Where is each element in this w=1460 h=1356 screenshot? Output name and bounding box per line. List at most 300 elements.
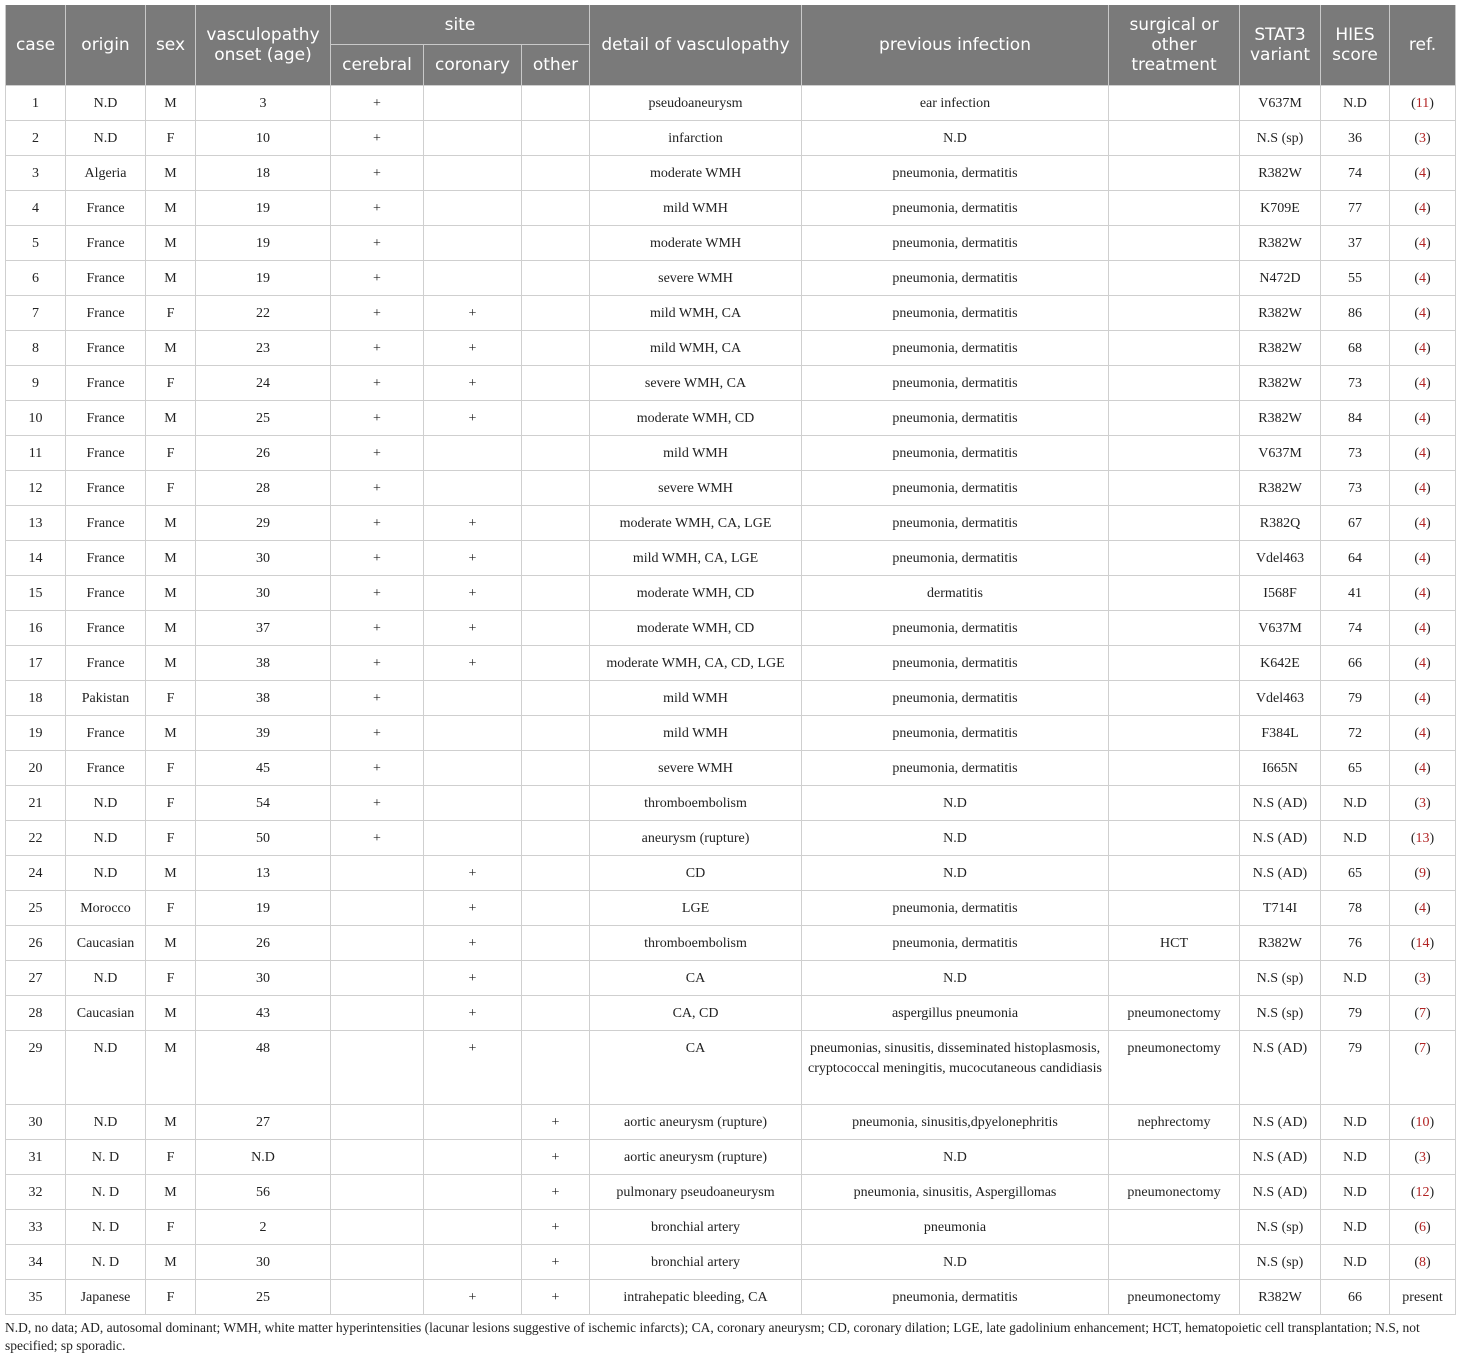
cell-coronary bbox=[424, 681, 522, 716]
cell-origin: France bbox=[66, 401, 146, 436]
cell-origin: France bbox=[66, 751, 146, 786]
cell-onset: 39 bbox=[196, 716, 331, 751]
cell-variant: N.S (AD) bbox=[1240, 1140, 1321, 1175]
cell-ref: present bbox=[1390, 1280, 1456, 1315]
cell-sex: M bbox=[146, 331, 196, 366]
col-header-onset: vasculopathy onset (age) bbox=[196, 5, 331, 86]
cell-cerebral bbox=[331, 1175, 424, 1210]
cell-cerebral: + bbox=[331, 366, 424, 401]
cell-infection: pneumonia, sinusitis, Aspergillomas bbox=[802, 1175, 1109, 1210]
cell-onset: 10 bbox=[196, 121, 331, 156]
table-row bbox=[6, 1175, 1456, 1210]
cell-onset: 30 bbox=[196, 576, 331, 611]
table-row bbox=[6, 121, 1456, 156]
cell-variant: R382W bbox=[1240, 156, 1321, 191]
cell-infection: pneumonia, dermatitis bbox=[802, 401, 1109, 436]
table-row bbox=[6, 1031, 1456, 1105]
cell-infection: pneumonia, dermatitis bbox=[802, 226, 1109, 261]
ref-paren-open: ( bbox=[1411, 96, 1416, 111]
cell-cerebral bbox=[331, 1031, 424, 1105]
ref-paren-open: ( bbox=[1414, 691, 1420, 706]
col-header-other: other bbox=[522, 45, 590, 86]
cell-variant: N.S (AD) bbox=[1240, 821, 1321, 856]
cell-treatment bbox=[1109, 1140, 1240, 1175]
cell-coronary bbox=[424, 821, 522, 856]
cell-treatment bbox=[1109, 506, 1240, 541]
cell-cerebral: + bbox=[331, 786, 424, 821]
cell-coronary bbox=[424, 1210, 522, 1245]
cell-case: 30 bbox=[6, 1105, 66, 1140]
cell-case: 14 bbox=[6, 541, 66, 576]
ref-paren-open: ( bbox=[1414, 166, 1420, 181]
ref-paren-open: ( bbox=[1414, 341, 1420, 356]
reference-link[interactable]: 3 bbox=[1419, 796, 1427, 811]
cell-sex: M bbox=[146, 506, 196, 541]
reference-link[interactable]: 4 bbox=[1419, 901, 1427, 916]
cell-infection: N.D bbox=[802, 786, 1109, 821]
cell-origin: N. D bbox=[66, 1140, 146, 1175]
cell-sex: M bbox=[146, 856, 196, 891]
cell-sex: F bbox=[146, 1210, 196, 1245]
cell-origin: France bbox=[66, 576, 146, 611]
cell-coronary bbox=[424, 1175, 522, 1210]
table-row bbox=[6, 1105, 1456, 1140]
cell-infection: pneumonia bbox=[802, 1210, 1109, 1245]
cell-origin: France bbox=[66, 646, 146, 681]
cell-origin: N. D bbox=[66, 1210, 146, 1245]
reference-link[interactable]: 4 bbox=[1419, 761, 1427, 776]
cell-sex: M bbox=[146, 716, 196, 751]
cell-treatment: nephrectomy bbox=[1109, 1105, 1240, 1140]
cell-case: 7 bbox=[6, 296, 66, 331]
ref-paren-close: ) bbox=[1426, 796, 1431, 811]
cell-infection: pneumonias, sinusitis, disseminated histoplasmosis, cryptococcal meningitis, mucocutaneous candidiasis bbox=[802, 1031, 1109, 1105]
col-header-ref: ref. bbox=[1390, 5, 1456, 86]
cell-onset: 48 bbox=[196, 1031, 331, 1105]
cell-case: 25 bbox=[6, 891, 66, 926]
reference-link[interactable]: 4 bbox=[1419, 586, 1427, 601]
ref-paren-open: ( bbox=[1414, 586, 1420, 601]
cell-case: 22 bbox=[6, 821, 66, 856]
cell-infection: pneumonia, dermatitis bbox=[802, 261, 1109, 296]
ref-paren-close: ) bbox=[1429, 1185, 1435, 1200]
cell-detail: mild WMH, CA bbox=[590, 331, 802, 366]
cell-sex: M bbox=[146, 541, 196, 576]
table-row bbox=[6, 646, 1456, 681]
reference-link[interactable]: 3 bbox=[1419, 131, 1427, 146]
cell-ref bbox=[1390, 366, 1456, 401]
cell-coronary bbox=[424, 261, 522, 296]
ref-paren-close: ) bbox=[1426, 621, 1431, 636]
cell-coronary: + bbox=[424, 646, 522, 681]
reference-link[interactable]: 4 bbox=[1419, 691, 1427, 706]
reference-link[interactable]: 13 bbox=[1415, 831, 1430, 846]
cell-sex: M bbox=[146, 576, 196, 611]
cell-coronary: + bbox=[424, 366, 522, 401]
reference-link[interactable]: 3 bbox=[1419, 1150, 1427, 1165]
cell-treatment bbox=[1109, 401, 1240, 436]
reference-link[interactable]: 4 bbox=[1419, 656, 1427, 671]
cell-case: 17 bbox=[6, 646, 66, 681]
ref-paren-close: ) bbox=[1426, 201, 1431, 216]
ref-paren-open: ( bbox=[1414, 551, 1420, 566]
cell-infection: pneumonia, dermatitis bbox=[802, 191, 1109, 226]
cell-variant: N.S (sp) bbox=[1240, 1210, 1321, 1245]
reference-link[interactable]: 4 bbox=[1419, 411, 1427, 426]
cell-infection: pneumonia, dermatitis bbox=[802, 646, 1109, 681]
cell-hies: N.D bbox=[1321, 86, 1390, 121]
cell-variant: N.S (AD) bbox=[1240, 1175, 1321, 1210]
cell-onset: 29 bbox=[196, 506, 331, 541]
cell-cerebral bbox=[331, 891, 424, 926]
cell-coronary bbox=[424, 716, 522, 751]
cell-detail: moderate WMH, CA, LGE bbox=[590, 506, 802, 541]
cell-hies: 72 bbox=[1321, 716, 1390, 751]
table-row bbox=[6, 576, 1456, 611]
cell-sex: F bbox=[146, 786, 196, 821]
cell-cerebral: + bbox=[331, 226, 424, 261]
cell-case: 32 bbox=[6, 1175, 66, 1210]
cell-infection: pneumonia, dermatitis bbox=[802, 331, 1109, 366]
cell-coronary bbox=[424, 751, 522, 786]
cell-onset: 19 bbox=[196, 226, 331, 261]
cell-sex: F bbox=[146, 891, 196, 926]
cell-treatment bbox=[1109, 681, 1240, 716]
cell-origin: France bbox=[66, 261, 146, 296]
cell-treatment bbox=[1109, 891, 1240, 926]
col-header-infection: previous infection bbox=[802, 5, 1109, 86]
cell-hies: 86 bbox=[1321, 296, 1390, 331]
table-row bbox=[6, 1280, 1456, 1315]
cell-sex: M bbox=[146, 1031, 196, 1105]
cell-detail: aneurysm (rupture) bbox=[590, 821, 802, 856]
reference-link[interactable]: 4 bbox=[1419, 271, 1427, 286]
cell-case: 8 bbox=[6, 331, 66, 366]
cell-infection: pneumonia, dermatitis bbox=[802, 471, 1109, 506]
cell-case: 20 bbox=[6, 751, 66, 786]
cell-case: 24 bbox=[6, 856, 66, 891]
cell-cerebral bbox=[331, 1105, 424, 1140]
cell-hies: 77 bbox=[1321, 191, 1390, 226]
ref-paren-close: ) bbox=[1426, 726, 1431, 741]
reference-link[interactable]: 3 bbox=[1419, 971, 1427, 986]
cell-detail: pseudoaneurysm bbox=[590, 86, 802, 121]
ref-paren-close: ) bbox=[1426, 306, 1431, 321]
cell-infection: pneumonia, dermatitis bbox=[802, 891, 1109, 926]
cell-variant: V637M bbox=[1240, 611, 1321, 646]
reference-link[interactable]: 10 bbox=[1415, 1115, 1430, 1130]
cell-case: 19 bbox=[6, 716, 66, 751]
cell-variant: R382W bbox=[1240, 366, 1321, 401]
cell-coronary: + bbox=[424, 1031, 522, 1105]
table-row bbox=[6, 331, 1456, 366]
cell-detail: intrahepatic bleeding, CA bbox=[590, 1280, 802, 1315]
cell-variant: N.S (AD) bbox=[1240, 786, 1321, 821]
cell-origin: N.D bbox=[66, 1105, 146, 1140]
reference-link[interactable]: 6 bbox=[1419, 1220, 1427, 1235]
cell-cerebral: + bbox=[331, 331, 424, 366]
reference-link[interactable]: 14 bbox=[1415, 936, 1430, 951]
reference-link[interactable]: 4 bbox=[1419, 446, 1427, 461]
ref-paren-open: ( bbox=[1414, 1220, 1420, 1235]
ref-paren-close: ) bbox=[1426, 1006, 1431, 1021]
cell-infection: pneumonia, dermatitis bbox=[802, 751, 1109, 786]
cell-origin: Pakistan bbox=[66, 681, 146, 716]
cell-ref bbox=[1390, 1245, 1456, 1280]
cell-origin: France bbox=[66, 716, 146, 751]
table-footnote: N.D, no data; AD, autosomal dominant; WMH, white matter hyperintensities (lacunar lesions suggestive of ischemic infarcts); CA, coronary aneurysm; CD, coronary dilation; LGE, late gadolinium enhancement; HCT, hematopoietic cell transplantation; N.S, not specified; sp sporadic. bbox=[5, 1320, 1420, 1353]
cell-coronary: + bbox=[424, 856, 522, 891]
cell-treatment bbox=[1109, 1245, 1240, 1280]
table-row bbox=[6, 1210, 1456, 1245]
table-row bbox=[6, 961, 1456, 996]
cell-treatment bbox=[1109, 1210, 1240, 1245]
cell-ref bbox=[1390, 576, 1456, 611]
cell-other bbox=[522, 366, 590, 401]
cell-detail: moderate WMH, CD bbox=[590, 576, 802, 611]
cell-treatment bbox=[1109, 611, 1240, 646]
cell-other: + bbox=[522, 1210, 590, 1245]
cell-sex: M bbox=[146, 226, 196, 261]
cell-onset: 19 bbox=[196, 191, 331, 226]
cell-detail: thromboembolism bbox=[590, 786, 802, 821]
cell-other bbox=[522, 541, 590, 576]
cell-ref bbox=[1390, 926, 1456, 961]
cell-other bbox=[522, 856, 590, 891]
col-header-treatment: surgical or other treatment bbox=[1109, 5, 1240, 86]
ref-paren-close: ) bbox=[1426, 971, 1431, 986]
cell-hies: N.D bbox=[1321, 1105, 1390, 1140]
table-row bbox=[6, 226, 1456, 261]
cell-origin: N.D bbox=[66, 86, 146, 121]
cell-infection: pneumonia, dermatitis bbox=[802, 296, 1109, 331]
cell-treatment bbox=[1109, 296, 1240, 331]
cell-origin: France bbox=[66, 331, 146, 366]
cell-sex: M bbox=[146, 261, 196, 296]
reference-link[interactable]: 7 bbox=[1419, 1006, 1427, 1021]
cell-case: 26 bbox=[6, 926, 66, 961]
cell-hies: 74 bbox=[1321, 611, 1390, 646]
cell-onset: 19 bbox=[196, 891, 331, 926]
cell-origin: N.D bbox=[66, 786, 146, 821]
ref-paren-open: ( bbox=[1414, 201, 1420, 216]
cell-cerebral: + bbox=[331, 821, 424, 856]
cell-coronary bbox=[424, 1105, 522, 1140]
cell-hies: N.D bbox=[1321, 786, 1390, 821]
cell-detail: bronchial artery bbox=[590, 1210, 802, 1245]
ref-paren-open: ( bbox=[1414, 866, 1420, 881]
cell-other bbox=[522, 716, 590, 751]
cell-hies: 64 bbox=[1321, 541, 1390, 576]
reference-link[interactable]: 4 bbox=[1419, 236, 1427, 251]
cell-cerebral: + bbox=[331, 541, 424, 576]
cell-cerebral bbox=[331, 1280, 424, 1315]
cell-coronary: + bbox=[424, 331, 522, 366]
cell-other bbox=[522, 996, 590, 1031]
cell-detail: severe WMH, CA bbox=[590, 366, 802, 401]
cell-sex: F bbox=[146, 436, 196, 471]
cell-hies: 79 bbox=[1321, 996, 1390, 1031]
cell-cerebral bbox=[331, 1210, 424, 1245]
reference-link[interactable]: 8 bbox=[1419, 1255, 1427, 1270]
cell-detail: infarction bbox=[590, 121, 802, 156]
cell-ref bbox=[1390, 1031, 1456, 1105]
reference-link[interactable]: 4 bbox=[1419, 306, 1427, 321]
cell-cerebral: + bbox=[331, 436, 424, 471]
cell-origin: N.D bbox=[66, 821, 146, 856]
cell-sex: F bbox=[146, 961, 196, 996]
ref-paren-close: ) bbox=[1426, 1220, 1431, 1235]
cell-detail: mild WMH, CA bbox=[590, 296, 802, 331]
ref-paren-open: ( bbox=[1414, 131, 1420, 146]
cell-coronary bbox=[424, 1245, 522, 1280]
col-header-hies: HIES score bbox=[1321, 5, 1390, 86]
cell-cerebral: + bbox=[331, 401, 424, 436]
reference-link[interactable]: 4 bbox=[1419, 166, 1427, 181]
cell-coronary bbox=[424, 191, 522, 226]
ref-paren-open: ( bbox=[1410, 1115, 1416, 1130]
ref-paren-close: ) bbox=[1429, 96, 1434, 111]
cell-other bbox=[522, 926, 590, 961]
ref-paren-open: ( bbox=[1414, 271, 1420, 286]
ref-paren-open: ( bbox=[1414, 1041, 1420, 1056]
cell-treatment bbox=[1109, 716, 1240, 751]
ref-paren-open: ( bbox=[1414, 481, 1420, 496]
cell-other bbox=[522, 961, 590, 996]
ref-paren-close: ) bbox=[1426, 866, 1431, 881]
cell-other: + bbox=[522, 1245, 590, 1280]
cell-treatment bbox=[1109, 541, 1240, 576]
ref-paren-open: ( bbox=[1414, 971, 1420, 986]
cell-ref bbox=[1390, 86, 1456, 121]
ref-paren-open: ( bbox=[1414, 306, 1420, 321]
cell-sex: F bbox=[146, 296, 196, 331]
table-row bbox=[6, 471, 1456, 506]
cell-detail: severe WMH bbox=[590, 471, 802, 506]
reference-link[interactable]: 4 bbox=[1419, 376, 1427, 391]
reference-link[interactable]: 9 bbox=[1419, 866, 1427, 881]
cell-onset: 30 bbox=[196, 541, 331, 576]
cell-variant: T714I bbox=[1240, 891, 1321, 926]
table-row bbox=[6, 1140, 1456, 1175]
cell-infection: N.D bbox=[802, 121, 1109, 156]
table-row bbox=[6, 891, 1456, 926]
ref-paren-close: ) bbox=[1426, 1041, 1431, 1056]
reference-link[interactable]: 4 bbox=[1419, 726, 1427, 741]
cell-other bbox=[522, 506, 590, 541]
cell-sex: F bbox=[146, 471, 196, 506]
cell-detail: mild WMH bbox=[590, 436, 802, 471]
cell-onset: 37 bbox=[196, 611, 331, 646]
cell-other bbox=[522, 611, 590, 646]
reference-link[interactable]: 11 bbox=[1415, 96, 1430, 111]
reference-link[interactable]: 7 bbox=[1419, 1041, 1427, 1056]
cell-variant: K709E bbox=[1240, 191, 1321, 226]
cell-case: 18 bbox=[6, 681, 66, 716]
cell-sex: F bbox=[146, 821, 196, 856]
cell-detail: aortic aneurysm (rupture) bbox=[590, 1140, 802, 1175]
cell-variant: F384L bbox=[1240, 716, 1321, 751]
cell-hies: 66 bbox=[1321, 1280, 1390, 1315]
cell-treatment: pneumonectomy bbox=[1109, 1031, 1240, 1105]
cell-sex: M bbox=[146, 191, 196, 226]
cell-coronary: + bbox=[424, 296, 522, 331]
cell-detail: mild WMH bbox=[590, 681, 802, 716]
cell-coronary: + bbox=[424, 401, 522, 436]
reference-link[interactable]: 4 bbox=[1419, 481, 1427, 496]
cell-coronary bbox=[424, 121, 522, 156]
cell-cerebral: + bbox=[331, 191, 424, 226]
cell-cerebral bbox=[331, 856, 424, 891]
cell-ref bbox=[1390, 506, 1456, 541]
cell-other bbox=[522, 86, 590, 121]
cell-ref bbox=[1390, 156, 1456, 191]
cell-treatment bbox=[1109, 471, 1240, 506]
ref-paren-close: ) bbox=[1426, 271, 1431, 286]
cell-sex: F bbox=[146, 366, 196, 401]
cell-variant: V637M bbox=[1240, 436, 1321, 471]
ref-paren-open: ( bbox=[1414, 901, 1420, 916]
cell-coronary bbox=[424, 156, 522, 191]
table-row bbox=[6, 506, 1456, 541]
cell-cerebral: + bbox=[331, 576, 424, 611]
cell-origin: France bbox=[66, 611, 146, 646]
cell-variant: N.S (AD) bbox=[1240, 1105, 1321, 1140]
col-header-detail: detail of vasculopathy bbox=[590, 5, 802, 86]
cell-sex: F bbox=[146, 121, 196, 156]
cell-ref bbox=[1390, 751, 1456, 786]
cell-other bbox=[522, 576, 590, 611]
cell-variant: K642E bbox=[1240, 646, 1321, 681]
cell-case: 28 bbox=[6, 996, 66, 1031]
cell-infection: pneumonia, dermatitis bbox=[802, 436, 1109, 471]
reference-link[interactable]: 4 bbox=[1419, 621, 1427, 636]
reference-link[interactable]: 4 bbox=[1419, 341, 1427, 356]
cell-treatment bbox=[1109, 191, 1240, 226]
cell-case: 9 bbox=[6, 366, 66, 401]
cell-sex: M bbox=[146, 996, 196, 1031]
cell-ref bbox=[1390, 821, 1456, 856]
ref-paren-close: ) bbox=[1426, 901, 1431, 916]
cell-case: 21 bbox=[6, 786, 66, 821]
cell-infection: N.D bbox=[802, 1140, 1109, 1175]
cell-onset: 26 bbox=[196, 436, 331, 471]
ref-paren-close: ) bbox=[1429, 936, 1435, 951]
reference-link[interactable]: 4 bbox=[1419, 551, 1427, 566]
cell-detail: severe WMH bbox=[590, 751, 802, 786]
cell-sex: F bbox=[146, 1280, 196, 1315]
cell-sex: M bbox=[146, 1245, 196, 1280]
cell-treatment: HCT bbox=[1109, 926, 1240, 961]
reference-link[interactable]: 4 bbox=[1419, 516, 1427, 531]
cell-treatment bbox=[1109, 331, 1240, 366]
cell-infection: pneumonia, dermatitis bbox=[802, 156, 1109, 191]
cell-detail: CA, CD bbox=[590, 996, 802, 1031]
cell-hies: 65 bbox=[1321, 751, 1390, 786]
cell-ref bbox=[1390, 786, 1456, 821]
cell-cerebral bbox=[331, 1140, 424, 1175]
col-header-site: site bbox=[331, 5, 590, 45]
reference-link[interactable]: 4 bbox=[1419, 201, 1427, 216]
cell-coronary: + bbox=[424, 926, 522, 961]
cell-coronary: + bbox=[424, 576, 522, 611]
cell-other bbox=[522, 331, 590, 366]
reference-link[interactable]: 12 bbox=[1415, 1185, 1430, 1200]
cell-other: + bbox=[522, 1105, 590, 1140]
cell-infection: pneumonia, sinusitis,dpyelonephritis bbox=[802, 1105, 1109, 1140]
cell-onset: 30 bbox=[196, 1245, 331, 1280]
cell-coronary bbox=[424, 786, 522, 821]
